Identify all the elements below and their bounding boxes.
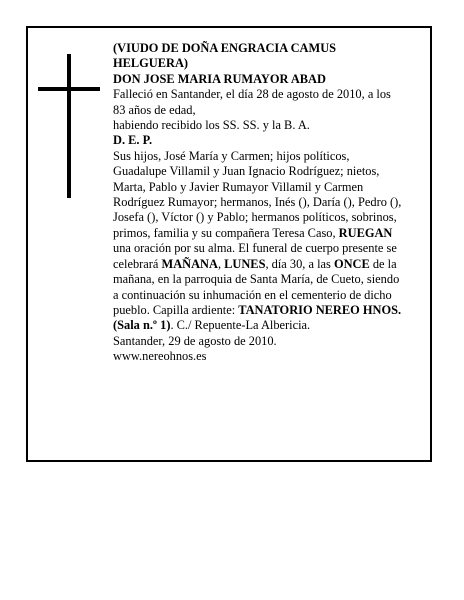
deceased-name: DON JOSE MARIA RUMAYOR ABAD (113, 71, 326, 86)
address: . C./ Repuente-La Albericia. (170, 318, 311, 333)
date-line: Santander, 29 de agosto de 2010. (113, 333, 277, 348)
death-info: Falleció en Santander, el día 28 de agosto de 2010, a los 83 años de edad, (113, 87, 391, 117)
ruegan-text: una oración por su alma. El funeral de cuerpo presente se celebrará (113, 241, 397, 271)
separator: , (217, 256, 225, 271)
ruegan: RUEGAN (338, 225, 393, 240)
day-text: , día 30, a las (265, 256, 334, 271)
once: ONCE (333, 256, 370, 271)
obituary-text (113, 41, 403, 365)
website: www.nereohnos.es (113, 349, 207, 364)
dep: D. E. P. (113, 133, 153, 148)
cross-horizontal (38, 87, 100, 91)
lunes: LUNES (224, 256, 266, 271)
family-paragraph (113, 149, 403, 334)
widow-header: (VIUDO DE DOÑA ENGRACIA CAMUS HELGUERA) (113, 41, 337, 71)
manana: MAÑANA (161, 256, 218, 271)
church-text: de la mañana, en la parroquia de Santa María, de Cueto, siendo a continuación su inhumación en el cementerio de dicho pueblo. Capilla ardiente: (113, 256, 400, 317)
cross-vertical (67, 54, 71, 198)
family-list: Sus hijos, José María y Carmen; hijos políticos, Guadalupe Villamil y Juan Ignacio Rodríguez; nietos, Marta, Pablo y Javier Rumayor Villamil y Carmen Rodríguez Rumayor; hermanos, Inés (), Daría (), Pedro (), Josefa (), Víctor () y Pablo; hermanos políticos, sobrinos, primos, familia y su compañera Teresa Caso, (113, 148, 402, 240)
sacraments: habiendo recibido los SS. SS. y la B. A. (113, 118, 310, 133)
tanatorio: TANATORIO NEREO HNOS. (Sala n.º 1) (113, 302, 402, 333)
